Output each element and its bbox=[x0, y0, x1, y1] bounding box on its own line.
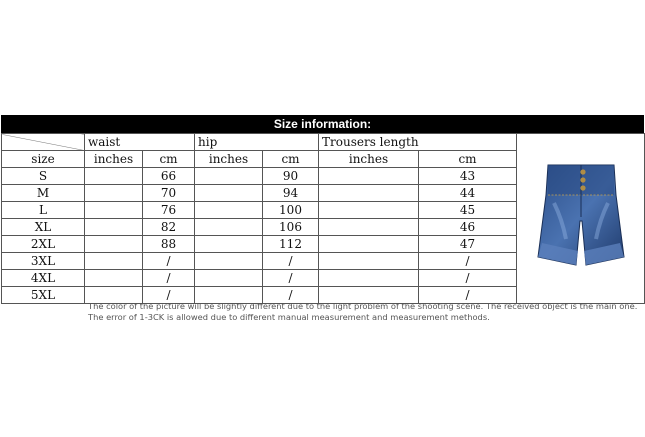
length-cm-cell: 45 bbox=[419, 202, 517, 219]
waist-cm-cell: / bbox=[143, 287, 195, 304]
size-column-header: size bbox=[2, 151, 85, 168]
hip-cm-cell: 106 bbox=[263, 219, 319, 236]
group-header-row bbox=[2, 134, 645, 151]
waist-group-header: waist bbox=[85, 134, 195, 151]
hip-inches-header: inches bbox=[195, 151, 263, 168]
length-inches-cell bbox=[319, 236, 419, 253]
length-cm-cell: 43 bbox=[419, 168, 517, 185]
size-cell: 4XL bbox=[2, 270, 85, 287]
length-inches-cell bbox=[319, 202, 419, 219]
waist-inches-cell bbox=[85, 168, 143, 185]
size-chart-table bbox=[1, 133, 645, 304]
hip-cm-cell: 90 bbox=[263, 168, 319, 185]
size-cell: 5XL bbox=[2, 287, 85, 304]
size-cell: S bbox=[2, 168, 85, 185]
trousers-length-group-header: Trousers length bbox=[319, 134, 517, 151]
hip-inches-cell bbox=[195, 185, 263, 202]
length-inches-cell bbox=[319, 270, 419, 287]
size-information-banner: Size information: bbox=[1, 115, 644, 133]
hip-inches-cell bbox=[195, 270, 263, 287]
waist-cm-cell: / bbox=[143, 253, 195, 270]
size-cell: 2XL bbox=[2, 236, 85, 253]
hip-inches-cell bbox=[195, 168, 263, 185]
waist-cm-cell: 66 bbox=[143, 168, 195, 185]
size-cell: 3XL bbox=[2, 253, 85, 270]
hip-inches-cell bbox=[195, 253, 263, 270]
hip-cm-header: cm bbox=[263, 151, 319, 168]
waist-cm-cell: 76 bbox=[143, 202, 195, 219]
waist-inches-cell bbox=[85, 185, 143, 202]
length-inches-cell bbox=[319, 168, 419, 185]
hip-cm-cell: / bbox=[263, 287, 319, 304]
diagonal-header-cell bbox=[2, 134, 85, 151]
measurement-disclaimer-note: The color of the picture will be slightly different due to the light problem of the shooting scene. The received object is the main one. The error of 1-3CK is allowed due to different manual measurement and measurement methods. bbox=[88, 301, 638, 322]
hip-cm-cell: 112 bbox=[263, 236, 319, 253]
waist-inches-cell bbox=[85, 270, 143, 287]
hip-inches-cell bbox=[195, 236, 263, 253]
waist-inches-cell bbox=[85, 236, 143, 253]
hip-cm-cell: / bbox=[263, 253, 319, 270]
waist-cm-cell: 70 bbox=[143, 185, 195, 202]
length-inches-cell bbox=[319, 219, 419, 236]
waist-cm-cell: 82 bbox=[143, 219, 195, 236]
length-inches-header: inches bbox=[319, 151, 419, 168]
waist-inches-cell bbox=[85, 219, 143, 236]
waist-cm-header: cm bbox=[143, 151, 195, 168]
hip-group-header: hip bbox=[195, 134, 319, 151]
length-inches-cell bbox=[319, 185, 419, 202]
product-image-cell bbox=[517, 134, 645, 304]
hip-cm-cell: 94 bbox=[263, 185, 319, 202]
hip-inches-cell bbox=[195, 202, 263, 219]
size-cell: L bbox=[2, 202, 85, 219]
length-cm-header: cm bbox=[419, 151, 517, 168]
length-cm-cell: / bbox=[419, 270, 517, 287]
length-cm-cell: / bbox=[419, 287, 517, 304]
size-cell: M bbox=[2, 185, 85, 202]
hip-cm-cell: / bbox=[263, 270, 319, 287]
length-cm-cell: 44 bbox=[419, 185, 517, 202]
waist-inches-header: inches bbox=[85, 151, 143, 168]
size-cell: XL bbox=[2, 219, 85, 236]
waist-inches-cell bbox=[85, 253, 143, 270]
length-cm-cell: 46 bbox=[419, 219, 517, 236]
length-cm-cell: / bbox=[419, 253, 517, 270]
waist-cm-cell: 88 bbox=[143, 236, 195, 253]
denim-shorts-image bbox=[536, 159, 626, 279]
waist-cm-cell: / bbox=[143, 270, 195, 287]
waist-inches-cell bbox=[85, 202, 143, 219]
length-inches-cell bbox=[319, 253, 419, 270]
hip-cm-cell: 100 bbox=[263, 202, 319, 219]
length-cm-cell: 47 bbox=[419, 236, 517, 253]
hip-inches-cell bbox=[195, 219, 263, 236]
